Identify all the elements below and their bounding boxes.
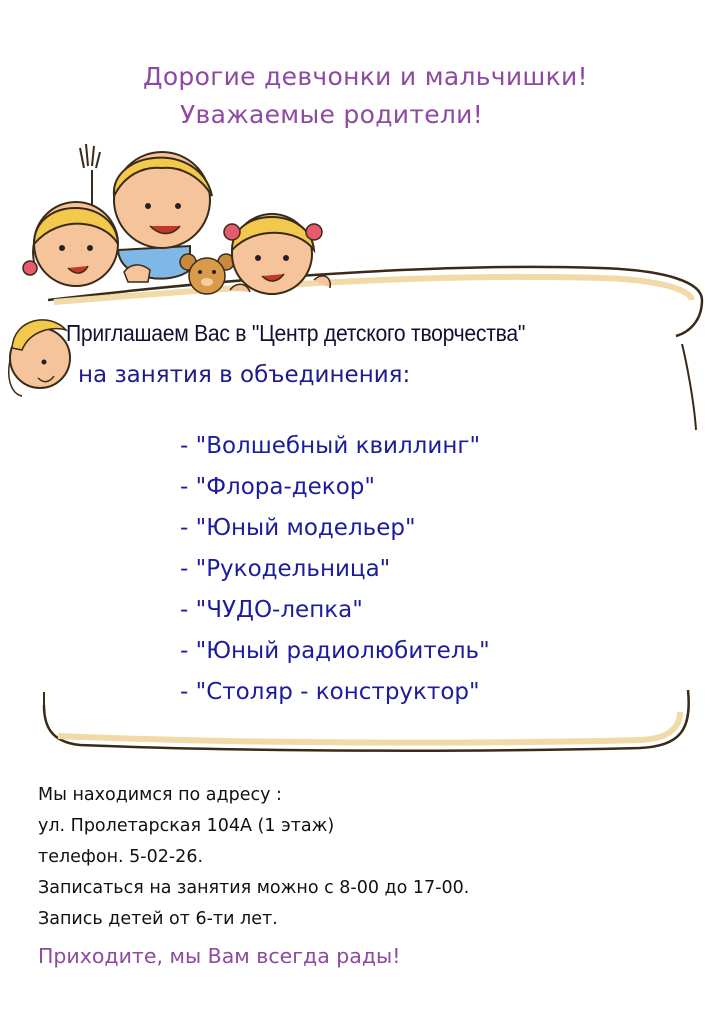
- clubs-list: [180, 426, 490, 713]
- phone: телефон. 5-02-26.: [38, 847, 204, 867]
- club-item: - "Юный модельер": [180, 515, 416, 541]
- age-requirement: Запись детей от 6-ти лет.: [38, 909, 278, 929]
- club-item: - "ЧУДО-лепка": [180, 597, 363, 623]
- club-item: - "Волшебный квиллинг": [180, 433, 481, 459]
- closing-message: Приходите, мы Вам всегда рады!: [38, 944, 401, 968]
- club-item: - "Столяр - конструктор": [180, 679, 480, 705]
- club-item: - "Юный радиолюбитель": [180, 638, 490, 664]
- invitation-line-1: Приглашаем Вас в "Центр детского творчества": [66, 320, 526, 346]
- greeting-line-1: Дорогие девчонки и мальчишки!: [143, 62, 588, 91]
- club-item: - "Флора-декор": [180, 474, 375, 500]
- contact-info: [38, 780, 469, 935]
- club-item: - "Рукодельница": [180, 556, 391, 582]
- registration-hours: Записаться на занятия можно с 8-00 до 17-00.: [38, 878, 470, 898]
- address-label: Мы находимся по адресу :: [38, 785, 282, 805]
- greeting-line-2: Уважаемые родители!: [180, 100, 484, 129]
- address: ул. Пролетарская 104А (1 этаж): [38, 816, 335, 836]
- invitation-line-2: на занятия в объединения:: [78, 362, 411, 388]
